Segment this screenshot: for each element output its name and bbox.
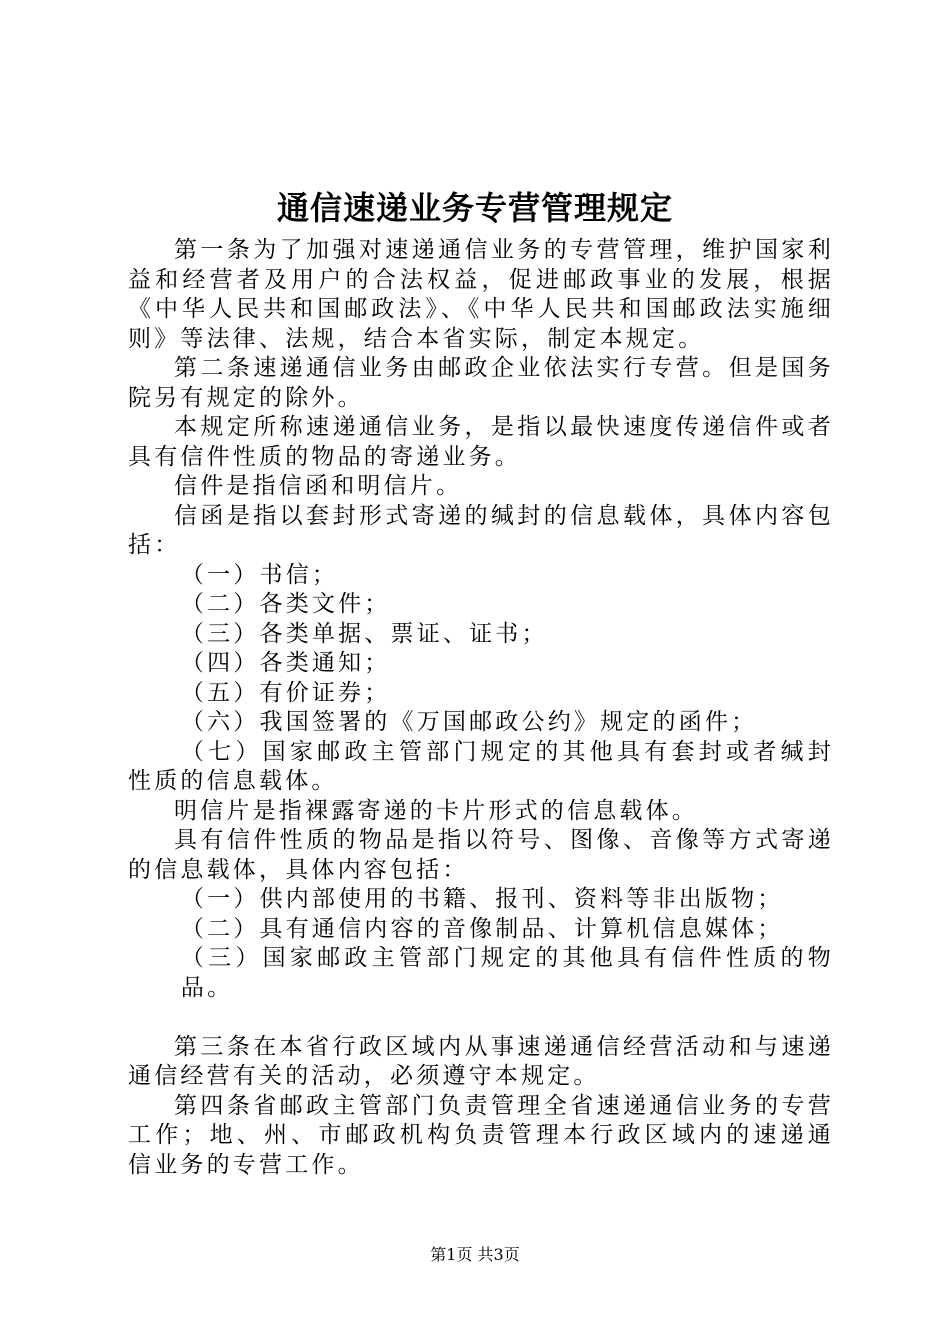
paragraph-article-2: 第二条速递通信业务由邮政企业依法实行专营。但是国务院另有规定的除外。 bbox=[128, 355, 834, 411]
list-item-goods-1: （一）供内部使用的书籍、报刊、资料等非出版物； bbox=[180, 886, 784, 912]
paragraph-definition-letter: 信件是指信函和明信片。 bbox=[174, 473, 463, 499]
list-item-goods-2: （二）具有通信内容的音像制品、计算机信息媒体； bbox=[180, 915, 784, 942]
list-item-letter-2: （二）各类文件； bbox=[180, 591, 391, 617]
list-item-letter-7: （七）国家邮政主管部门规定的其他具有套封或者缄封性质的信息载体。 bbox=[128, 738, 834, 794]
list-item-letter-4: （四）各类通知； bbox=[180, 650, 391, 676]
paragraph-article-4: 第四条省邮政主管部门负责管理全省速递通信业务的专营工作；地、州、市邮政机构负责管理本行政区域内的速递通信业务的专营工作。 bbox=[128, 1092, 834, 1178]
list-item-letter-1: （一）书信； bbox=[180, 561, 339, 588]
list-item-letter-5: （五）有价证券； bbox=[180, 679, 391, 706]
paragraph-article-1: 第一条为了加强对速递通信业务的专营管理，维护国家利益和经营者及用户的合法权益，促进邮政事业的发展，根据《中华人民共和国邮政法》、《中华人民共和国邮政法实施细则》等法律、法规，结合本省实际，制定本规定。 bbox=[128, 237, 834, 352]
list-item-letter-6: （六）我国签署的《万国邮政公约》规定的函件； bbox=[180, 709, 758, 735]
document-body bbox=[128, 236, 834, 1180]
paragraph-definition-express: 本规定所称速递通信业务，是指以最快速度传递信件或者具有信件性质的物品的寄递业务。 bbox=[128, 414, 834, 470]
page-footer: 第1页 共3页 bbox=[430, 1245, 520, 1264]
paragraph-article-3: 第三条在本省行政区域内从事速递通信经营活动和与速递通信经营有关的活动，必须遵守本规定。 bbox=[128, 1033, 834, 1089]
paragraph-definition-letter-items: 具有信件性质的物品是指以符号、图像、音像等方式寄递的信息载体，具体内容包括： bbox=[128, 827, 834, 883]
document-title: 通信速递业务专营管理规定 bbox=[276, 189, 673, 227]
list-item-letter-3: （三）各类单据、票证、证书； bbox=[180, 620, 548, 647]
list-item-goods-3: （三）国家邮政主管部门规定的其他具有信件性质的物品。 bbox=[180, 945, 834, 1001]
paragraph-definition-envelope-letter: 信函是指以套封形式寄递的缄封的信息载体，具体内容包括： bbox=[128, 502, 834, 558]
paragraph-definition-postcard: 明信片是指裸露寄递的卡片形式的信息载体。 bbox=[174, 797, 698, 824]
